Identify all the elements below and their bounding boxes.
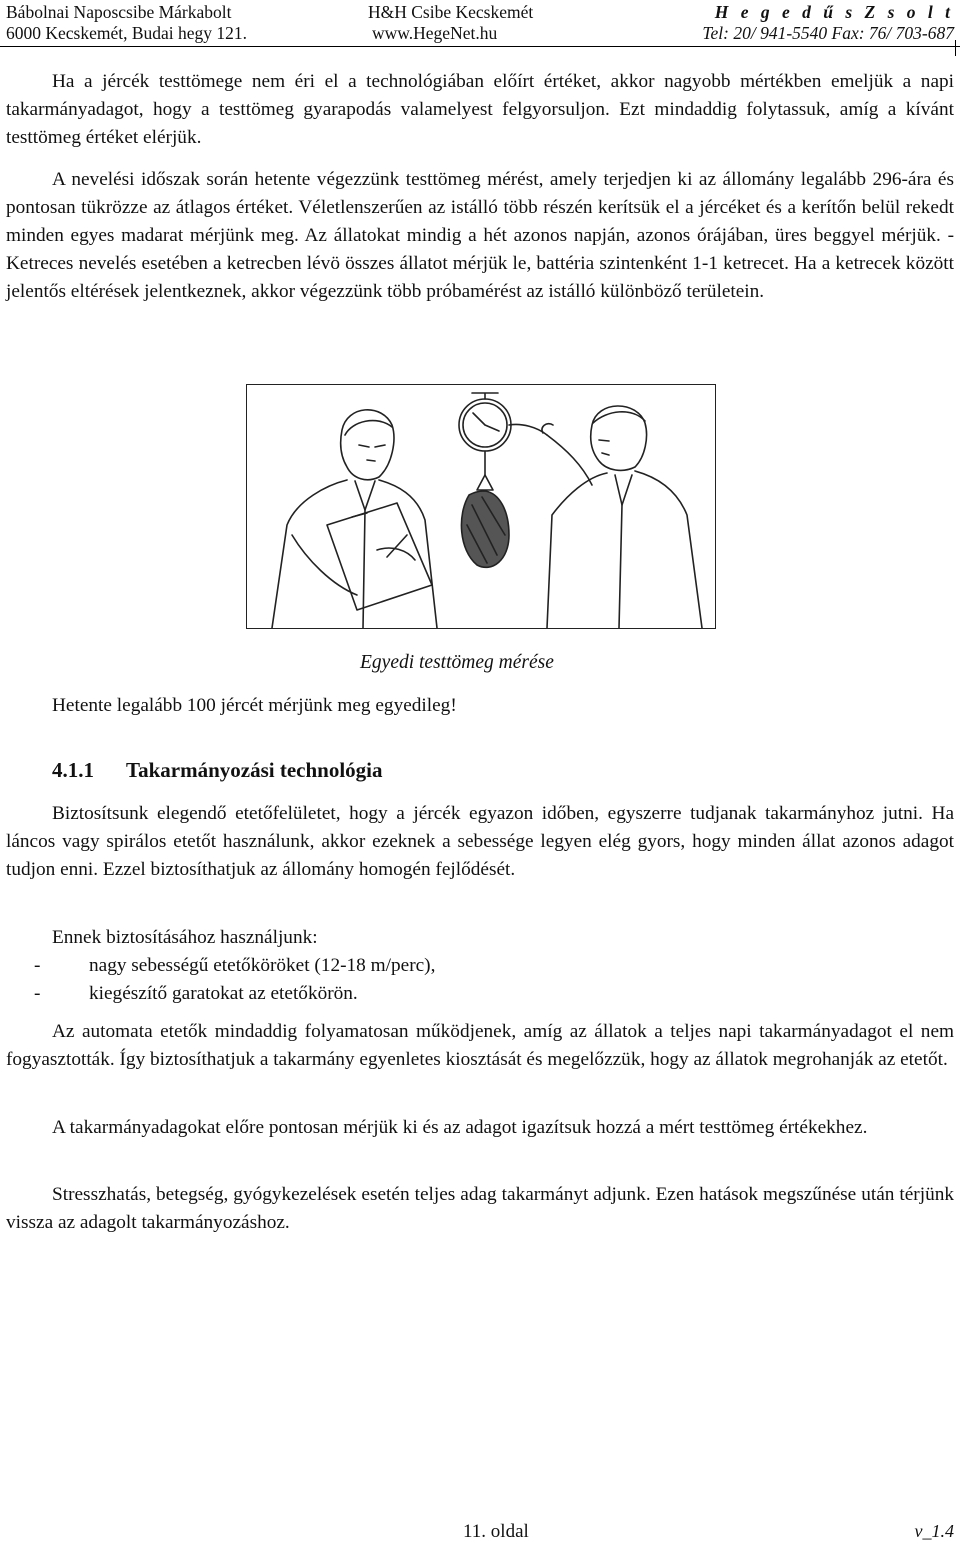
paragraph-4-text: Az automata etetők mindaddig folyamatosan működjenek, amíg az állatok a teljes napi takarmányadagot el nem fogyasztották. Így biztosíthatjuk a takarmány egyenletes kiosztását és megelőzzük, hogy az állatok megrohanják az etetőt. [6, 1021, 954, 1070]
paragraph-6 [6, 1181, 954, 1237]
header-rule-tick [955, 40, 957, 56]
paragraph-1 [6, 68, 954, 152]
paragraph-3 [6, 800, 954, 884]
paragraph-2 [6, 166, 954, 306]
weekly-note: Hetente legalább 100 jércét mérjünk meg egyedileg! [52, 695, 457, 716]
page-number: 11. oldal [463, 1521, 529, 1542]
section-title: Takarmányozási technológia [126, 758, 383, 782]
list-marker: - [34, 955, 41, 976]
list-marker: - [34, 983, 41, 1004]
list-intro: Ennek biztosításához használjunk: [52, 927, 318, 948]
list-item: kiegészítő garatokat az etetőkörön. [89, 983, 358, 1004]
header-author: H e g e d ű s Z s o l t [714, 2, 954, 22]
weighing-illustration [246, 384, 716, 629]
version-label: v_1.4 [914, 1521, 954, 1541]
header-company: Bábolnai Naposcsibe Márkabolt [6, 2, 232, 22]
paragraph-3-text: Biztosítsunk elegendő etetőfelületet, hogy a jércék egyazon időben, egyszerre tudjanak takarmányhoz jutni. Ha láncos vagy spirálos etetőt használunk, akkor ezeknek a sebessége legyen elég gyors, hogy minden állat azonos adagot tudjon enni. Ezzel biztosíthatjuk az állomány homogén fejlődését. [6, 803, 954, 880]
list-item: nagy sebességű etetőköröket (12-18 m/perc), [89, 955, 436, 976]
paragraph-5-text: A takarmányadagokat előre pontosan mérjük ki és az adagot igazítsuk hozzá a mért testtömeg értékekhez. [52, 1117, 868, 1138]
header-address: 6000 Kecskemét, Budai hegy 121. [6, 23, 248, 43]
header-contact: Tel: 20/ 941-5540 Fax: 76/ 703-687 [702, 23, 954, 43]
paragraph-5 [6, 1114, 954, 1142]
section-number: 4.1.1 [52, 758, 94, 782]
paragraph-6-text: Stresszhatás, betegség, gyógykezelések esetén teljes adag takarmányt adjunk. Ezen hatások megszűnése után térjünk vissza az adagolt takarmányozáshoz. [6, 1184, 954, 1233]
section-heading [52, 758, 383, 783]
paragraph-1-text: Ha a jércék testtömege nem éri el a technológiában előírt értéket, akkor nagyobb mértékben emeljük a napi takarmányadagot, hogy a testtömeg gyarapodás valamelyest felgyorsuljon. Ezt mindaddig folytassuk, amíg a kívánt testtömeg értéket elérjük. [6, 71, 954, 148]
header-website: www.HegeNet.hu [372, 23, 498, 43]
figure-caption: Egyedi testtömeg mérése [360, 652, 554, 673]
paragraph-4 [6, 1018, 954, 1074]
paragraph-2-text: A nevelési időszak során hetente végezzünk testtömeg mérést, amely terjedjen ki az állomány legalább 296-ára és pontosan tükrözze az átlagos értéket. Véletlenszerűen az istálló több részén kerítsük el a jércéket és a kerítőn belül rekedt minden egyes madarat mérjünk meg. Az állatokat mindig a hét azonos napján, azonos órájában, üres beggyel mérjük. - Ketreces nevelés esetében a ketrecben lévö összes állatot mérjük le, battéria szintenként 1-1 ketrecet. Ha a ketrecek között jelentős eltérések jelentkeznek, akkor végezzünk több próbamérést az istálló különböző területein. [6, 169, 954, 302]
page-header [0, 0, 960, 47]
header-shop: H&H Csibe Kecskemét [368, 2, 534, 22]
weighing-drawing [247, 385, 715, 628]
